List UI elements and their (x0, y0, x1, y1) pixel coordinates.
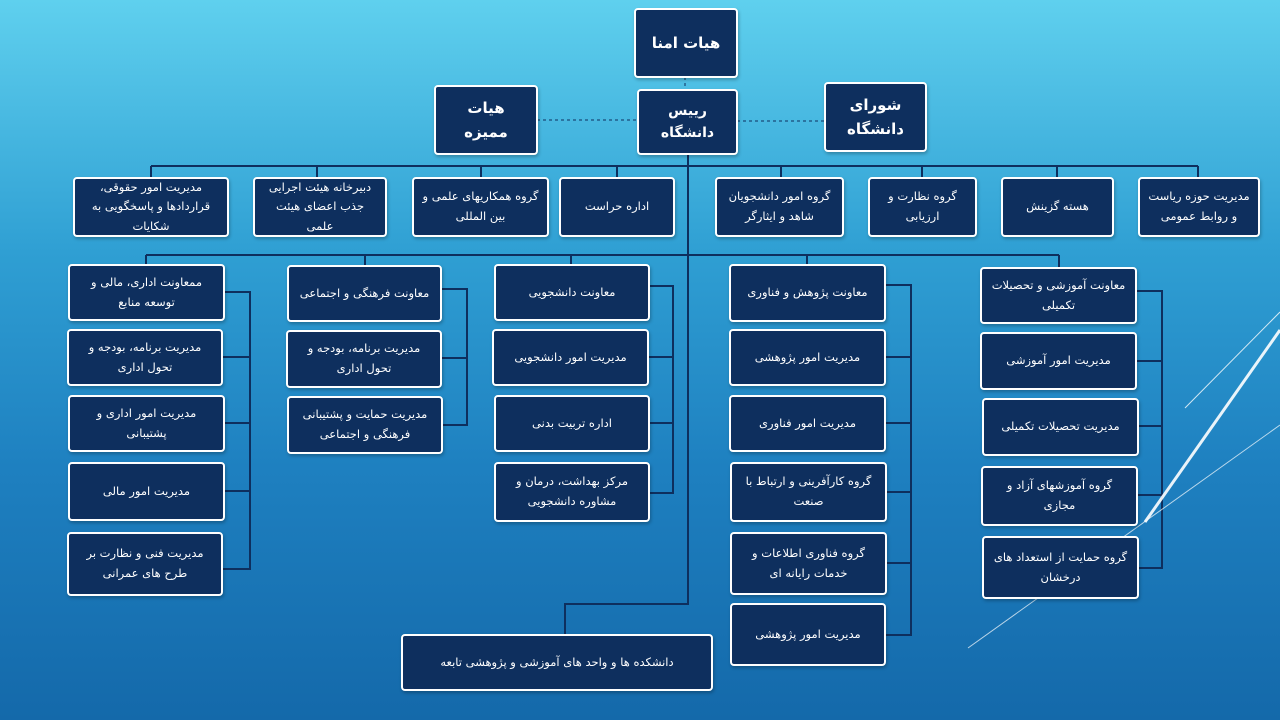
president-box: رییس دانشگاه (637, 89, 738, 155)
student-item-physical-education: اداره تربیت بدنی (494, 395, 650, 452)
education-item-educational-affairs: مدیریت امور آموزشی (980, 332, 1137, 390)
student-item-affairs: مدیریت امور دانشجویی (492, 329, 649, 386)
research-item-it-services: گروه فناوری اطلاعات و خدمات رایانه ای (730, 532, 887, 595)
row1-box-selection-core: هسته گزینش (1001, 177, 1114, 237)
row1-box-security: اداره حراست (559, 177, 675, 237)
row1-box-international: گروه همکاریهای علمی و بین المللی (412, 177, 549, 237)
education-deputy-box: معاونت آموزشی و تحصیلات تکمیلی (980, 267, 1137, 324)
student-deputy-box: معاونت دانشجویی (494, 264, 650, 321)
student-item-health-center: مرکز بهداشت، درمان و مشاوره دانشجویی (494, 462, 650, 522)
row1-box-evaluation: گروه نظارت و ارزیابی (868, 177, 977, 237)
research-deputy-box: معاونت پژوهش و فناوری (729, 264, 886, 322)
research-item-research-affairs: مدیریت امور پژوهشی (729, 329, 886, 386)
board-of-trustees-box: هیات امنا (634, 8, 738, 78)
education-item-talented: گروه حمایت از استعداد های درخشان (982, 536, 1139, 599)
culture-item-support: مدیریت حمایت و پشتیبانی فرهنگی و اجتماعی (287, 396, 443, 454)
education-item-open-virtual: گروه آموزشهای آزاد و مجازی (981, 466, 1138, 526)
culture-deputy-box: معاونت فرهنگی و اجتماعی (287, 265, 442, 322)
admin-item-construction: مدیریت فنی و نظارت بر طرح های عمرانی (67, 532, 223, 596)
admin-item-support: مدیریت امور اداری و پشتیبانی (68, 395, 225, 452)
row1-box-veteran-students: گروه امور دانشجویان شاهد و ایثارگر (715, 177, 844, 237)
faculties-box: دانشکده ها و واحد های آموزشی و پژوهشی تابعه (401, 634, 713, 691)
row1-box-legal: مدیریت امور حقوقی، قراردادها و پاسخگویی به شکایات (73, 177, 229, 237)
research-item-entrepreneurship: گروه کارآفرینی و ارتباط با صنعت (730, 462, 887, 522)
university-council-box: شورای دانشگاه (824, 82, 927, 152)
research-item-technology: مدیریت امور فناوری (729, 395, 886, 452)
row1-box-recruitment-secretariat: دبیرخانه هیئت اجرایی جذب اعضای هیئت علمی (253, 177, 387, 237)
admin-deputy-box: ممعاونت اداری، مالی و توسعه منابع (68, 264, 225, 321)
research-item-research-affairs-2: مدیریت امور پژوهشی (730, 603, 886, 666)
admin-item-finance: مدیریت امور مالی (68, 462, 225, 521)
culture-item-budget: مدیریت برنامه، بودجه و تحول اداری (286, 330, 442, 388)
education-item-graduate-studies: مدیریت تحصیلات تکمیلی (982, 398, 1139, 456)
row1-box-presidency-pr: مدیریت حوزه ریاست و روابط عمومی (1138, 177, 1260, 237)
admin-item-budget: مدیریت برنامه، بودجه و تحول اداری (67, 329, 223, 386)
audit-board-box: هیات ممیزه (434, 85, 538, 155)
